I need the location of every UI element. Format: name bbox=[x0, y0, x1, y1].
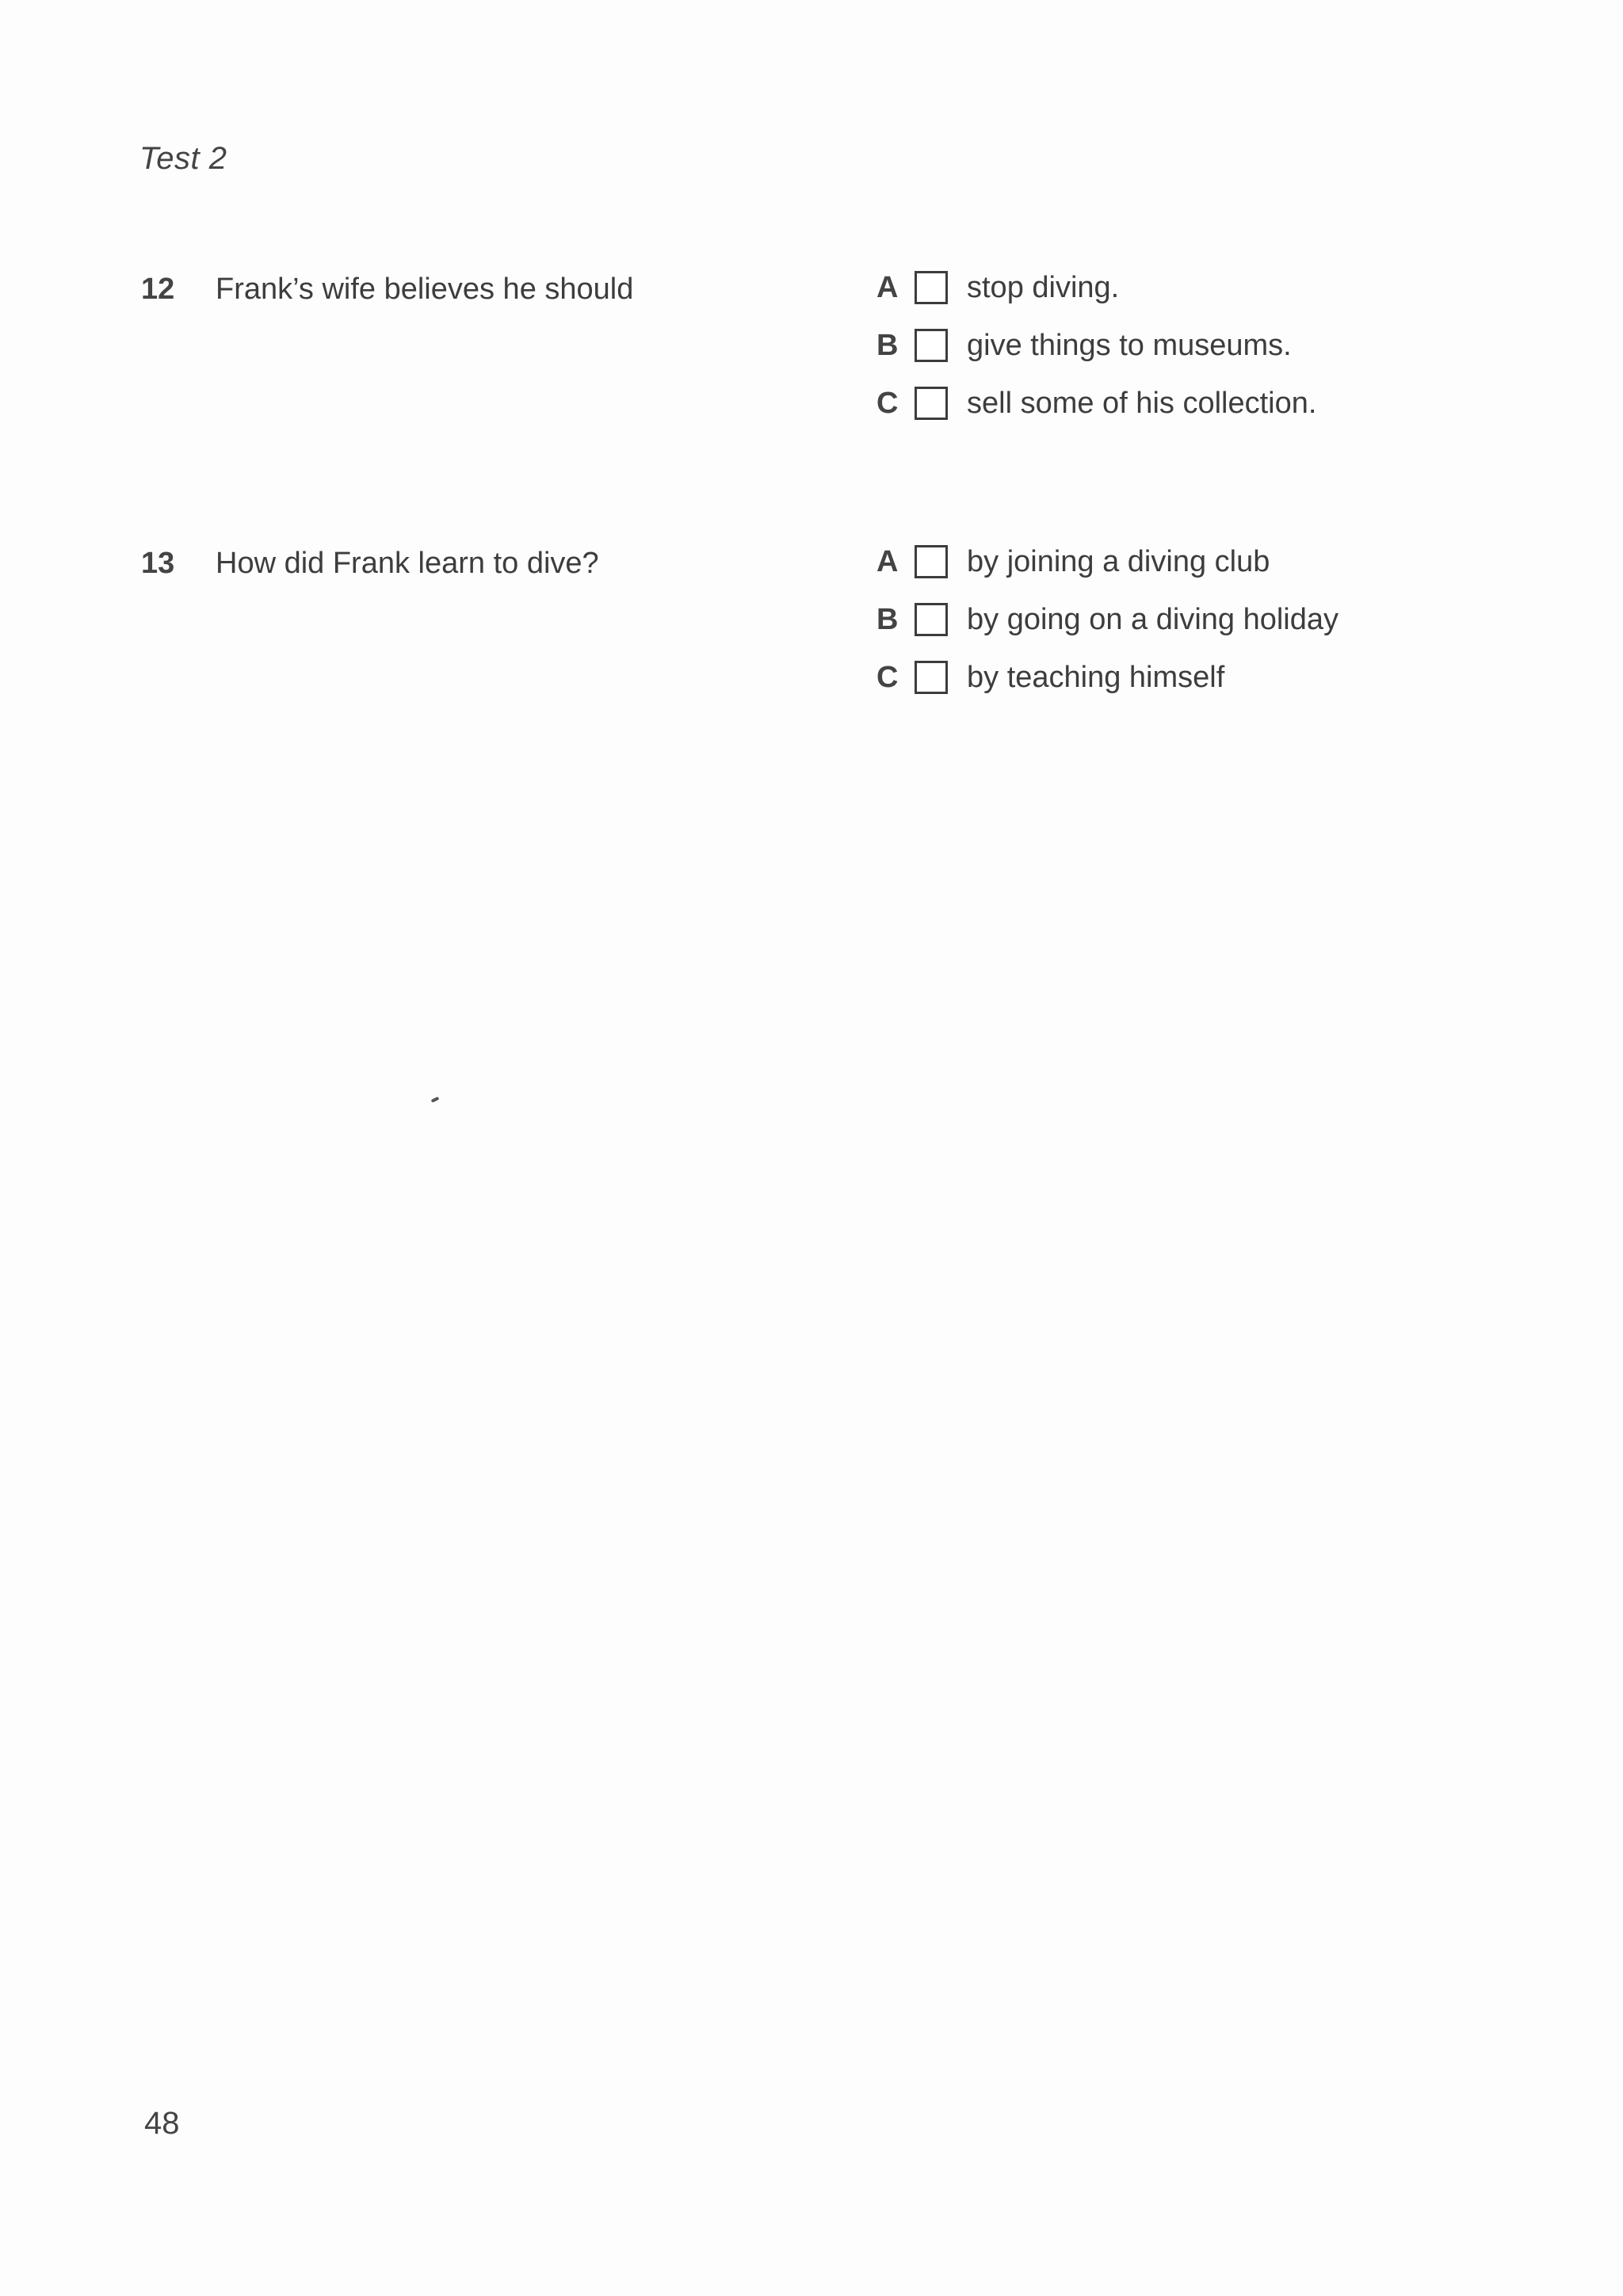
question-text: How did Frank learn to dive? bbox=[216, 547, 599, 580]
question-text: Frank’s wife believes he should bbox=[216, 273, 634, 306]
option-letter: B bbox=[876, 602, 899, 636]
question-number: 13 bbox=[141, 547, 175, 580]
option-text: sell some of his collection. bbox=[967, 386, 1317, 420]
option-letter: A bbox=[876, 544, 899, 578]
option-text: by joining a diving club bbox=[967, 544, 1270, 578]
question-13-option-c[interactable] bbox=[876, 658, 1224, 697]
scan-speck bbox=[431, 1097, 440, 1103]
answer-checkbox[interactable] bbox=[915, 661, 948, 694]
answer-checkbox[interactable] bbox=[915, 387, 948, 420]
question-13-option-a[interactable] bbox=[876, 542, 1270, 582]
running-header: Test 2 bbox=[139, 141, 227, 176]
option-letter: A bbox=[876, 270, 899, 304]
answer-checkbox[interactable] bbox=[915, 271, 948, 304]
answer-checkbox[interactable] bbox=[915, 603, 948, 636]
question-number: 12 bbox=[141, 273, 175, 306]
question-13-option-b[interactable] bbox=[876, 600, 1338, 639]
option-text: by teaching himself bbox=[967, 660, 1225, 694]
option-text: stop diving. bbox=[967, 270, 1120, 304]
page-number: 48 bbox=[144, 2106, 180, 2141]
option-text: give things to museums. bbox=[967, 328, 1292, 362]
answer-checkbox[interactable] bbox=[915, 545, 948, 578]
option-letter: C bbox=[876, 386, 899, 420]
option-letter: C bbox=[876, 660, 899, 694]
question-12-option-c[interactable] bbox=[876, 383, 1316, 423]
option-letter: B bbox=[876, 328, 899, 362]
question-12-option-b[interactable] bbox=[876, 326, 1292, 365]
option-text: by going on a diving holiday bbox=[967, 602, 1339, 636]
answer-checkbox[interactable] bbox=[915, 329, 948, 362]
question-12-option-a[interactable] bbox=[876, 268, 1119, 307]
